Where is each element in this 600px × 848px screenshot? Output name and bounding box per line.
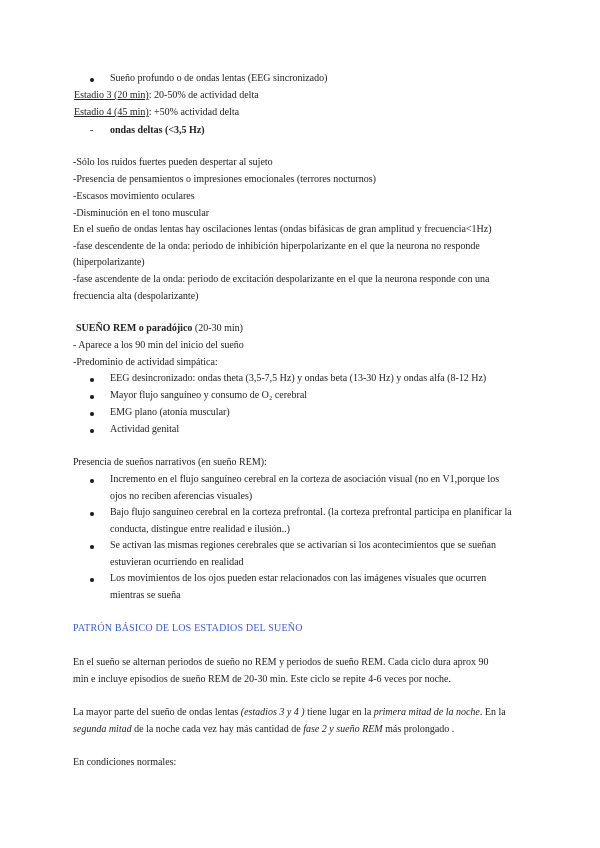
rem-title-line	[76, 322, 243, 336]
section2-line-4: -Disminución en el tono muscular	[73, 208, 210, 219]
bullet-icon	[90, 378, 94, 382]
rem-line-1: - Aparece a los 90 min del inicio del sueño	[73, 340, 244, 351]
estadio-3-label: Estadio 3 (20 min)	[74, 90, 149, 101]
section2-line-2: -Presencia de pensamientos o impresiones emocionales (terrores nocturnos)	[73, 174, 376, 185]
bullet-icon	[90, 512, 94, 516]
patron-heading: PATRÓN BÁSICO DE LOS ESTADIOS DEL SUEÑO	[73, 623, 303, 634]
section2-line-7: (hiperpolarizante)	[73, 257, 145, 268]
bullet-icon	[90, 578, 94, 582]
delta-waves-item: ondas deltas (<3,5 Hz)	[110, 125, 205, 136]
narrative-bullet-1-line-1: Incremento en el flujo sanguíneo cerebral en la corteza de asociación visual (no en V1,porque los	[110, 474, 500, 485]
narrative-bullet-3-line-2: estuvieran ocurriendo en realidad	[110, 557, 244, 568]
patron-para1-line2: min e incluye episodios de sueño REM de 20-30 min. Este ciclo se repite 4-6 veces por noche.	[73, 674, 451, 685]
narrative-bullet-3-line-1: Se activan las mismas regiones cerebrales que se activarían si los acontecimientos que se sueñan	[110, 540, 496, 551]
rem-bullet-1: EEG desincronizado: ondas theta (3,5-7,5 Hz) y ondas beta (13-30 Hz) y ondas alfa (8-12 Hz)	[110, 373, 487, 384]
patron-para2-b: (estadios 3 y 4 )	[240, 707, 305, 718]
estadio-4-label: Estadio 4 (45 min)	[74, 107, 149, 118]
rem-bullet-4: Actividad genital	[110, 424, 180, 435]
estadio-4-line	[74, 106, 239, 120]
patron-para2-i: más prolongado .	[382, 724, 455, 735]
patron-para2-g: de la noche cada vez hay más cantidad de	[131, 724, 304, 735]
bullet-icon	[90, 429, 94, 433]
section2-line-6: -fase descendente de la onda: periodo de inhibición hiperpolarizante en el que la neurona no responde	[73, 241, 480, 252]
narrative-intro: Presencia de sueños narrativos (en sueño REM):	[73, 457, 267, 468]
estadio-3-line	[74, 89, 259, 103]
section2-line-3: -Escasos movimiento oculares	[73, 191, 195, 202]
section2-line-8: -fase ascendente de la onda: periodo de excitación despolarizante en el que la neurona responde con una	[73, 274, 490, 285]
rem-bullet-3: EMG plano (atonía muscular)	[110, 407, 230, 418]
patron-para2-line1	[73, 706, 506, 720]
dash-icon: -	[90, 125, 94, 136]
estadio-3-text: : 20-50% de actividad delta	[148, 90, 259, 101]
section2-line-5: En el sueño de ondas lentas hay oscilaciones lentas (ondas bifásicas de gran amplitud y frecuencia<1Hz)	[73, 224, 492, 235]
patron-para2-d: primera mitad de la noche	[373, 707, 480, 718]
deep-sleep-bullet: Sueño profundo o de ondas lentas (EEG sincronizado)	[110, 73, 328, 84]
patron-para3: En condiciones normales:	[73, 757, 177, 768]
rem-bullet-2: Mayor flujo sanguíneo y consumo de O₂ cerebral	[110, 390, 308, 401]
patron-para2-c: tiene lugar en la	[304, 707, 374, 718]
narrative-bullet-4-line-1: Los movimientos de los ojos pueden estar relacionados con las imágenes visuales que ocurren	[110, 573, 487, 584]
rem-title-suffix: (20-30 min)	[194, 323, 243, 334]
rem-title: SUEÑO REM o paradójico	[76, 323, 193, 334]
bullet-icon	[90, 412, 94, 416]
patron-para2-h: fase 2 y sueño REM	[303, 724, 383, 735]
narrative-bullet-2-line-1: Bajo flujo sanguíneo cerebral en la corteza prefrontal. (la corteza prefrontal participa en planificar la	[110, 507, 512, 518]
bullet-icon	[90, 545, 94, 549]
rem-line-2: -Predominio de actividad simpática:	[73, 357, 218, 368]
estadio-4-text: : +50% actividad delta	[148, 107, 240, 118]
bullet-icon	[90, 78, 94, 82]
section2-line-9: frecuencia alta (despolarizante)	[73, 291, 199, 302]
section2-line-1: -Sólo los ruidos fuertes pueden despertar al sujeto	[73, 157, 273, 168]
bullet-icon	[90, 395, 94, 399]
patron-para2-a: La mayor parte del sueño de ondas lentas	[73, 707, 241, 718]
narrative-bullet-4-line-2: mientras se sueña	[110, 590, 181, 601]
patron-para2-e: . En la	[479, 707, 506, 718]
patron-para1-line1: En el sueño se alternan periodos de sueño no REM y periodos de sueño REM. Cada ciclo dura aprox 90	[73, 657, 489, 668]
patron-para2-line2	[73, 723, 454, 737]
narrative-bullet-1-line-2: ojos no reciben aferencias visuales)	[110, 491, 253, 502]
bullet-icon	[90, 479, 94, 483]
narrative-bullet-2-line-2: conducta, distingue entre realidad e ilusión..)	[110, 524, 290, 535]
patron-para2-f: segunda mitad	[73, 724, 132, 735]
